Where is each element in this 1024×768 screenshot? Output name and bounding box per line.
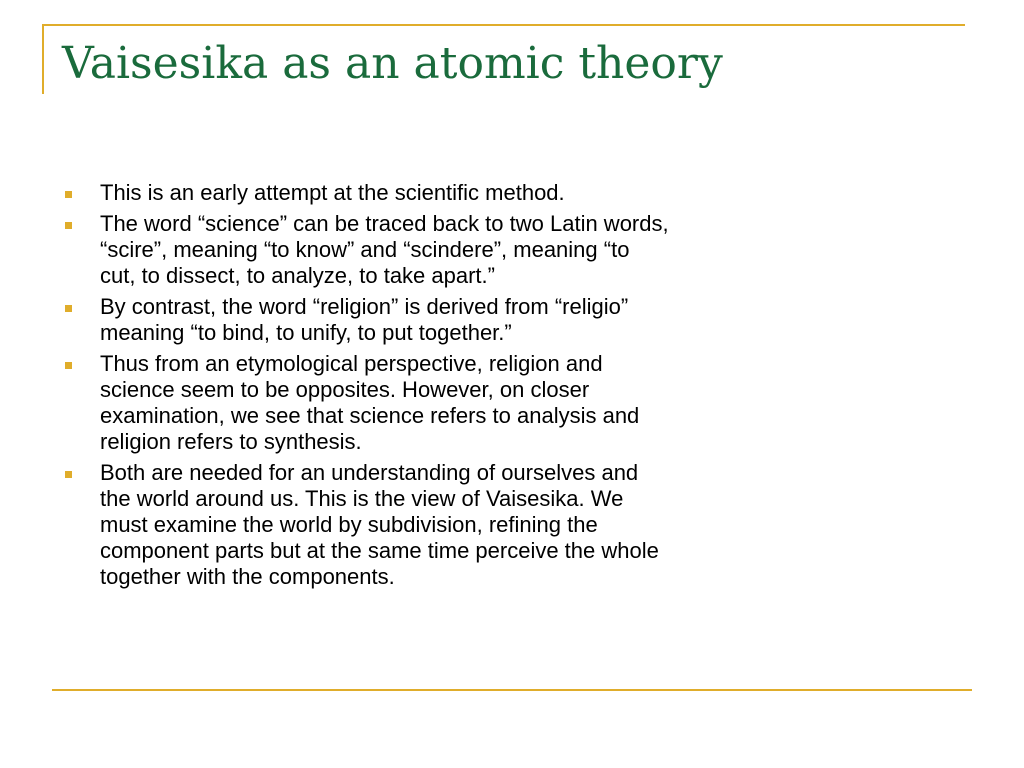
- frame-left-rule: [42, 24, 44, 94]
- frame-bottom-rule: [52, 689, 972, 691]
- bullet-item: [62, 180, 822, 206]
- frame-top-rule: [42, 24, 965, 26]
- square-bullet-icon: [65, 305, 72, 312]
- bullet-item: [62, 460, 822, 590]
- bullet-text: Both are needed for an understanding of ourselves and the world around us. This is the view of Vaisesika. We must examine the world by subdivision, refining the component parts but at the same time perceive the whole together with the components.: [100, 460, 659, 589]
- bullet-item: [62, 351, 822, 455]
- slide-title: Vaisesika as an atomic theory: [62, 38, 723, 89]
- square-bullet-icon: [65, 222, 72, 229]
- bullet-text: The word “science” can be traced back to two Latin words, “scire”, meaning “to know” and “scindere”, meaning “to cut, to dissect, to analyze, to take apart.”: [100, 211, 669, 288]
- square-bullet-icon: [65, 362, 72, 369]
- bullet-item: [62, 294, 822, 346]
- bullet-text: Thus from an etymological perspective, religion and science seem to be opposites. However, on closer examination, we see that science refers to analysis and religion refers to synthesis.: [100, 351, 640, 454]
- bullet-text: This is an early attempt at the scientific method.: [100, 180, 565, 205]
- bullet-text: By contrast, the word “religion” is derived from “religio” meaning “to bind, to unify, to put together.”: [100, 294, 629, 345]
- square-bullet-icon: [65, 191, 72, 198]
- bullet-item: [62, 211, 822, 289]
- square-bullet-icon: [65, 471, 72, 478]
- bullet-list: [62, 180, 822, 595]
